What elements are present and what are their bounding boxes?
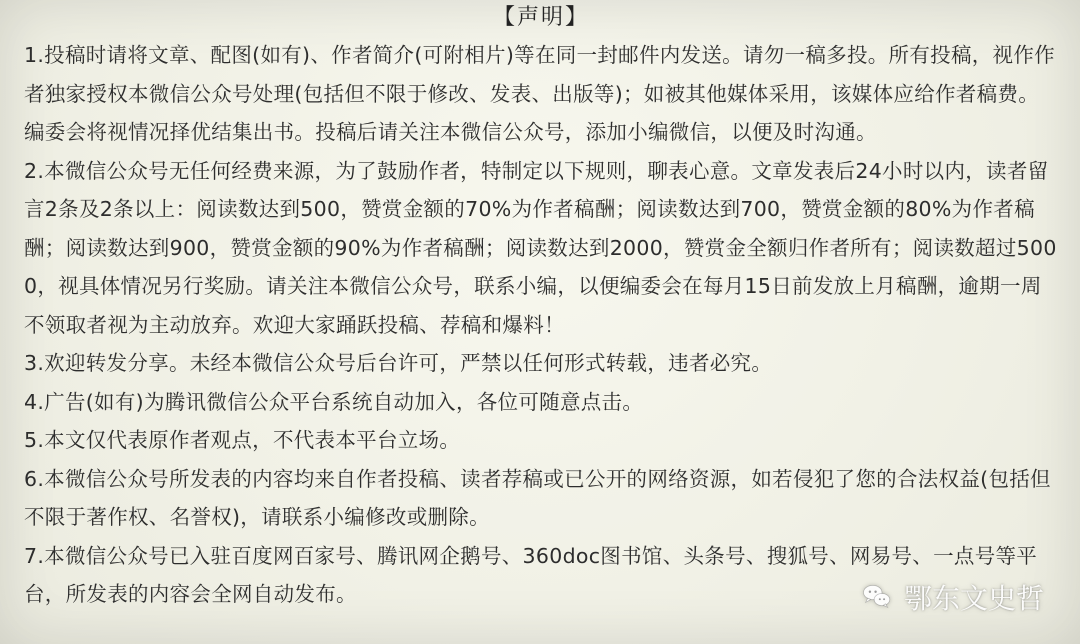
statement-paragraph-7: 7.本微信公众号已入驻百度网百家号、腾讯网企鹅号、360doc图书馆、头条号、搜狐号、网易号、一点号等平台，所发表的内容会全网自动发布。	[24, 543, 1038, 606]
page-title: 【声明】	[492, 5, 589, 30]
statement-paragraph-5: 5.本文仅代表原作者观点，不代表本平台立场。	[24, 428, 461, 452]
statement-paragraph-3: 3.欢迎转发分享。未经本微信公众号后台许可，严禁以任何形式转载，违者必究。	[24, 351, 773, 375]
watermark-text: 鄂东文史哲	[903, 581, 1044, 615]
statement-paragraph-1: 1.投稿时请将文章、配图(如有)、作者简介(可附相片)等在同一封邮件内发送。请勿一稿多投。所有投稿，视作作者独家授权本微信公众号处理(包括但不限于修改、发表、出版等)；如被其他媒体采用，该媒体应给作者稿费。编委会将视情况择优结集出书。投稿后请关注本微信公众号，添加小编微信，以便及时沟通。	[24, 43, 1055, 144]
statement-paragraph-6: 6.本微信公众号所发表的内容均来自作者投稿、读者荐稿或已公开的网络资源，如若侵犯了您的合法权益(包括但不限于著作权、名誉权)，请联系小编修改或删除。	[24, 466, 1051, 529]
statement-paragraph-2: 2.本微信公众号无任何经费来源，为了鼓励作者，特制定以下规则，聊表心意。文章发表后24小时以内，读者留言2条及2条以上：阅读数达到500，赞赏金额的70%为作者稿酬；阅读数达到700，赞赏金额的80%为作者稿酬；阅读数达到900，赞赏金额的90%为作者稿酬；阅读数达到2000，赞赏金全额归作者所有；阅读数超过5000，视具体情况另行奖励。请关注本微信公众号，联系小编，以便编委会在每月15日前发放上月稿酬，逾期一周不领取者视为主动放弃。欢迎大家踊跃投稿、荐稿和爆料！	[24, 158, 1057, 337]
statement-paragraph-4: 4.广告(如有)为腾讯微信公众平台系统自动加入，各位可随意点击。	[24, 389, 644, 414]
